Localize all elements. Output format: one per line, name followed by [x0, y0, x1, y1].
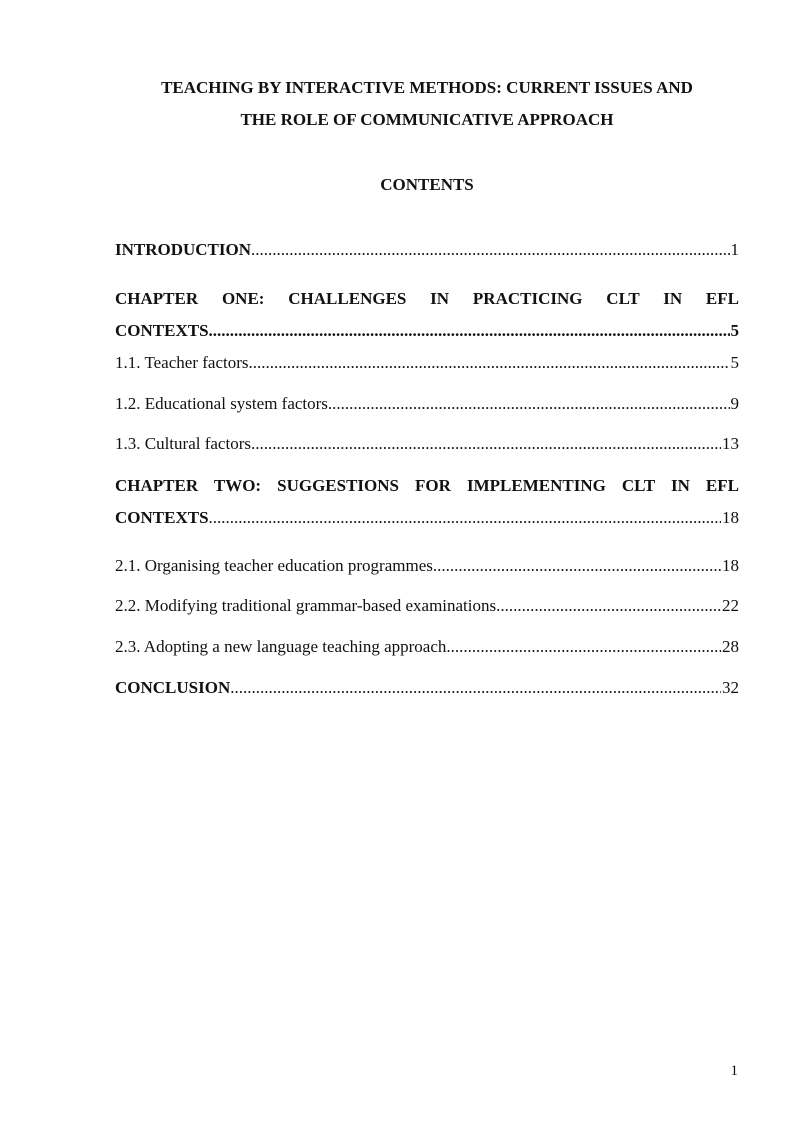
toc-leader-dots [251, 234, 729, 266]
toc-label: 2.3. Adopting a new language teaching approach [115, 637, 447, 656]
toc-page-number: 22 [722, 596, 739, 615]
toc-label-line-2: CONTEXTS [115, 321, 209, 340]
toc-label: 2.2. Modifying traditional grammar-based examinations [115, 596, 497, 615]
toc-entry-introduction[interactable] [115, 234, 739, 266]
toc-page-number: 9 [730, 394, 739, 413]
toc-page-number: 13 [722, 434, 739, 453]
toc-entry-section-2-1[interactable] [115, 550, 739, 582]
toc-label: CONCLUSION [115, 678, 231, 697]
toc-label: INTRODUCTION [115, 240, 252, 259]
toc-page-number: 18 [722, 556, 739, 575]
toc-label-line-1: CHAPTER ONE: CHALLENGES IN PRACTICING CLT IN EFL [115, 289, 739, 308]
toc-page-number: 5 [730, 321, 739, 340]
toc-label: 1.2. Educational system factors [115, 394, 328, 413]
toc-page-number: 18 [722, 508, 739, 527]
toc-leader-dots [209, 315, 730, 347]
toc-entry-conclusion[interactable] [115, 672, 739, 704]
toc-entry-chapter-two[interactable] [115, 470, 739, 534]
toc-leader-dots [230, 672, 721, 704]
toc-page-number: 1 [730, 240, 739, 259]
document-title-line-1: TEACHING BY INTERACTIVE METHODS: CURRENT ISSUES AND [161, 78, 693, 97]
toc-leader-dots [446, 631, 721, 663]
toc-leader-dots [433, 550, 721, 582]
toc-entry-section-2-2[interactable] [115, 590, 739, 622]
document-title [115, 72, 739, 136]
page-number: 1 [730, 1063, 738, 1079]
toc-entry-section-1-2[interactable] [115, 388, 739, 420]
toc-leader-dots [249, 347, 730, 379]
document-title-line-2: THE ROLE OF COMMUNICATIVE APPROACH [240, 110, 614, 129]
toc-label: 1.3. Cultural factors [115, 434, 251, 453]
toc-page-number: 32 [722, 678, 739, 697]
toc-entry-section-1-1[interactable] [115, 347, 739, 379]
toc-label-line-2: CONTEXTS [115, 508, 209, 527]
toc-entry-section-2-3[interactable] [115, 631, 739, 663]
toc-leader-dots [328, 388, 730, 420]
contents-heading: CONTENTS [380, 175, 474, 194]
toc-label: 2.1. Organising teacher education programmes [115, 556, 433, 575]
toc-label: 1.1. Teacher factors [115, 353, 249, 372]
toc-entry-chapter-one[interactable] [115, 283, 739, 347]
toc-label-line-1: CHAPTER TWO: SUGGESTIONS FOR IMPLEMENTING CLT IN EFL [115, 476, 739, 495]
toc-leader-dots [251, 428, 721, 460]
toc-page-number: 28 [722, 637, 739, 656]
toc-entry-section-1-3[interactable] [115, 428, 739, 460]
toc-page-number: 5 [730, 353, 739, 372]
toc-leader-dots [496, 590, 721, 622]
toc-leader-dots [209, 502, 721, 534]
